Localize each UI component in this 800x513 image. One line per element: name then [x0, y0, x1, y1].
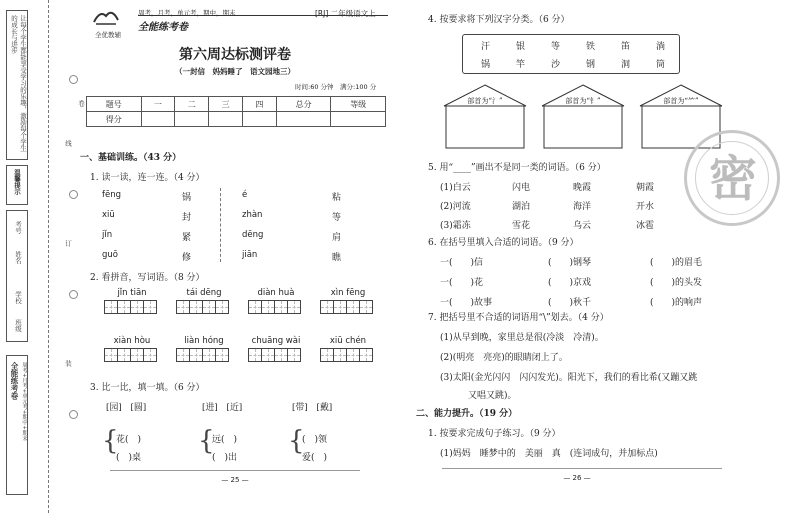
q2-boxes[interactable]	[248, 300, 306, 317]
q1-right-hanzi: 粘	[332, 193, 342, 203]
line-mark-3: 装	[64, 360, 72, 367]
q4-char: 沙	[551, 60, 561, 70]
q5-word[interactable]: (2)河流	[440, 202, 471, 212]
q6-blank[interactable]: ( )京戏	[548, 278, 592, 288]
time-line: 时间:60 分钟 满分:100 分	[295, 83, 377, 91]
q1-right-pinyin: é	[242, 190, 248, 200]
q4-char: 筒	[656, 60, 666, 70]
q6-blank[interactable]: ( )的眉毛	[650, 258, 703, 268]
q2-item	[174, 288, 234, 317]
q3-blank[interactable]: ( )领	[302, 435, 328, 445]
q2-pinyin: xiū chén	[329, 336, 367, 346]
q3-blank[interactable]: 爱( )	[302, 453, 328, 463]
q5-word[interactable]: 冰雹	[636, 221, 655, 231]
score-col: 总分	[276, 97, 331, 112]
margin-label: 温馨提示	[13, 169, 21, 195]
q2-boxes[interactable]	[320, 348, 378, 365]
q4-house[interactable]	[442, 84, 528, 150]
q2-pinyin: liàn hóng	[184, 336, 224, 346]
q3-char: 进	[205, 403, 215, 413]
q3-char: 园	[109, 403, 119, 413]
q7-line[interactable]: 又唱又跳)。	[468, 391, 517, 401]
q2-item	[318, 288, 378, 317]
q4-house-label: 部首为“钅”	[565, 97, 601, 105]
score-row-label: 题号	[87, 97, 142, 112]
q4-word-box	[462, 34, 680, 74]
q1-right-hanzi: 等	[332, 213, 342, 223]
q3-char: 带	[295, 403, 305, 413]
q3-brace-icon: {	[198, 426, 215, 456]
q1-left-pinyin: jǐn	[102, 230, 113, 240]
q4-char: 淌	[656, 42, 666, 52]
q1-left-hanzi: 紧	[182, 233, 192, 243]
line-mark-1: 线	[64, 140, 72, 147]
q1-left-pinyin: fēng	[102, 190, 122, 200]
q5-word[interactable]: 雪花	[512, 221, 531, 231]
q4-char: 竿	[516, 60, 526, 70]
q5-word[interactable]: 海洋	[573, 202, 592, 212]
q6-title: 6. 在括号里填入合适的词语。（9 分）	[428, 238, 579, 248]
q3-brace-icon: {	[102, 426, 119, 456]
q1-left-hanzi: 封	[182, 213, 192, 223]
q3-pair: [带] [戴]	[292, 403, 333, 413]
score-value-row	[87, 112, 386, 127]
grade-tag: [RJ] 二年级语文上	[315, 9, 376, 18]
q2-item	[102, 336, 162, 365]
q2-pinyin: xiàn hòu	[113, 336, 151, 346]
score-cell[interactable]	[175, 112, 209, 127]
footer-rule	[110, 470, 360, 471]
margin-note-box	[6, 10, 28, 160]
score-side-label: 卷	[77, 100, 85, 107]
q2-pinyin: xìn fēng	[330, 288, 366, 298]
q1-right-hanzi: 肩	[332, 233, 342, 243]
q8-title: 1. 按要求完成句子练习。（9 分）	[428, 429, 561, 439]
score-cell[interactable]	[209, 112, 243, 127]
q5-word[interactable]: 晚霞	[573, 183, 592, 193]
q1-divider	[220, 188, 221, 262]
q4-house-label: 部首为“氵”	[467, 97, 503, 105]
q2-item	[174, 336, 234, 365]
q7-line[interactable]: (3)太阳(金光闪闪 闪闪发光)。阳光下，我们的看比希(又蹦又跳	[440, 373, 698, 383]
q7-line[interactable]: (2)(明亮 亮亮)的眼睛闭上了。	[440, 353, 568, 363]
score-cell[interactable]	[276, 112, 331, 127]
brand-vertical: 全能练考卷	[10, 362, 19, 400]
binding-hole	[69, 190, 78, 199]
q3-compare	[102, 400, 392, 470]
q6-blank[interactable]: ( )的头发	[650, 278, 703, 288]
field-school-label: 学校	[14, 291, 22, 304]
q6-blank[interactable]: ( )秋千	[548, 298, 592, 308]
logo-text: 全优教辅	[95, 31, 121, 39]
q1-title: 1. 读一读，连一连。（4 分）	[90, 173, 205, 183]
q3-blank[interactable]: 花( )	[116, 435, 142, 445]
q5-word[interactable]: 乌云	[573, 221, 592, 231]
section-2-heading: 二、能力提升。（19 分）	[416, 409, 518, 419]
q4-char: 等	[551, 42, 561, 52]
q2-boxes[interactable]	[320, 300, 378, 317]
q6-blank[interactable]: 一( )信	[440, 258, 484, 268]
q2-pinyin: diàn huà	[257, 288, 295, 298]
student-info-box	[6, 210, 28, 342]
q2-boxes[interactable]	[104, 300, 162, 317]
q3-title: 3. 比一比，填一填。（6 分）	[90, 383, 205, 393]
score-table-side	[76, 100, 85, 107]
q7-title: 7. 把括号里不合适的词语用“\”划去。（4 分）	[428, 313, 609, 323]
q6-blank[interactable]: ( )的响声	[650, 298, 703, 308]
q2-item	[318, 336, 378, 365]
q6-blank[interactable]: 一( )花	[440, 278, 484, 288]
stamp-text: 密	[708, 151, 757, 207]
q3-char: 圆	[133, 403, 143, 413]
binding-hole	[69, 75, 78, 84]
q5-word[interactable]: 朝霞	[636, 183, 655, 193]
q1-right-pinyin: zhàn	[242, 210, 263, 220]
score-cell[interactable]	[331, 112, 386, 127]
binding-hole	[69, 290, 78, 299]
score-col: 四	[242, 97, 276, 112]
confidential-stamp	[684, 130, 780, 226]
brand-title: 全能练考卷	[138, 22, 188, 33]
q4-char: 铁	[586, 42, 596, 52]
page-number: — 25 —	[221, 476, 249, 484]
q3-blank[interactable]: 远( )	[212, 435, 238, 445]
q2-item	[102, 288, 162, 317]
q5-word[interactable]: 湖泊	[512, 202, 531, 212]
q3-brace-icon: {	[288, 426, 305, 456]
q2-boxes[interactable]	[176, 348, 234, 365]
binding-margin	[0, 0, 78, 513]
q3-blank[interactable]: ( )出	[212, 453, 238, 463]
q3-blank[interactable]: ( )桌	[116, 453, 142, 463]
q2-item	[246, 336, 306, 365]
score-col: 一	[141, 97, 175, 112]
right-page	[412, 0, 797, 513]
q2-pinyin: chuāng wài	[251, 336, 301, 346]
q5-title: 5. 用“____”画出不是同一类的词语。（6 分）	[428, 163, 606, 173]
q5-word[interactable]: (1)白云	[440, 183, 471, 193]
q1-left-pinyin: xiū	[102, 210, 115, 220]
q4-house[interactable]	[540, 84, 626, 150]
q6-blank[interactable]: 一( )故事	[440, 298, 493, 308]
field-name-label: 姓名	[14, 251, 22, 264]
q3-char: 戴	[319, 403, 329, 413]
q1-left-pinyin: guō	[102, 250, 118, 260]
score-cell[interactable]	[242, 112, 276, 127]
q6-blank[interactable]: ( )钢琴	[548, 258, 592, 268]
q5-word[interactable]: 开水	[636, 202, 655, 212]
q4-char: 锅	[481, 60, 491, 70]
score-header-row	[87, 97, 386, 112]
page-number: — 26 —	[563, 474, 591, 482]
q2-boxes[interactable]	[104, 348, 162, 365]
q4-char: 洞	[621, 60, 631, 70]
q2-boxes[interactable]	[248, 348, 306, 365]
q2-pinyin: jǐn tiān	[117, 288, 147, 298]
header-rule	[138, 15, 388, 16]
q2-title: 2. 看拼音，写词语。（8 分）	[90, 273, 205, 283]
q7-line[interactable]: (1)从早到晚，家里总是很(冷淡 冷清)。	[440, 333, 604, 343]
field-class-label: 班级	[14, 319, 22, 332]
score-row-label: 得分	[87, 112, 142, 127]
q2-item	[246, 288, 306, 317]
q3-char: 近	[229, 403, 239, 413]
q2-pinyin: tái dēng	[186, 288, 222, 298]
q1-right-pinyin: dēng	[242, 230, 264, 240]
q2-boxes[interactable]	[176, 300, 234, 317]
margin-note: 让每个学生都能享受学习的乐趣，激励每个学生的成长与进步	[10, 15, 27, 152]
q4-house-label: 部首为“⺮”	[663, 97, 699, 105]
brand-sub: 周考+月考+单元考+期中+期末	[21, 362, 27, 441]
q5-word[interactable]: 闪电	[512, 183, 531, 193]
q1-matching	[102, 190, 392, 262]
page-title: 第六周达标测评卷	[179, 47, 291, 63]
score-cell[interactable]	[141, 112, 175, 127]
q3-pair: [园] [圆]	[106, 403, 147, 413]
q5-word[interactable]: (3)霜冻	[440, 221, 471, 231]
section-1-heading: 一、基础训练。（43 分）	[80, 153, 182, 163]
q1-left-hanzi: 锅	[182, 193, 192, 203]
q3-pair: [进] [近]	[202, 403, 243, 413]
score-col: 等级	[331, 97, 386, 112]
field-grade-label: 考号	[14, 221, 22, 234]
footer-rule	[442, 468, 722, 469]
q1-right-pinyin: jiān	[242, 250, 258, 260]
page-subtitle: （一封信 妈妈睡了 语文园地三）	[175, 67, 295, 76]
cut-line	[48, 0, 49, 513]
series-text: 周考，月考，单元考，期中，期末	[138, 9, 236, 17]
q8-line[interactable]: (1)妈妈 睡梦中的 美丽 真 (连词成句，并加标点)	[440, 449, 658, 459]
q4-char: 笛	[621, 42, 631, 52]
q4-char: 汗	[481, 42, 491, 52]
q1-left-hanzi: 修	[182, 253, 192, 263]
left-page	[77, 0, 390, 513]
score-col: 二	[175, 97, 209, 112]
score-col: 三	[209, 97, 243, 112]
binding-hole	[69, 410, 78, 419]
line-mark-2: 订	[64, 240, 72, 247]
score-table	[86, 96, 386, 127]
q4-char: 钢	[586, 60, 596, 70]
q4-title: 4. 按要求将下列汉字分类。（6 分）	[428, 15, 570, 25]
q1-right-hanzi: 瞧	[332, 253, 342, 263]
brand-vertical-box	[6, 355, 28, 495]
q4-char: 银	[516, 42, 526, 52]
margin-label-box	[6, 165, 28, 205]
logo-icon	[92, 6, 120, 28]
